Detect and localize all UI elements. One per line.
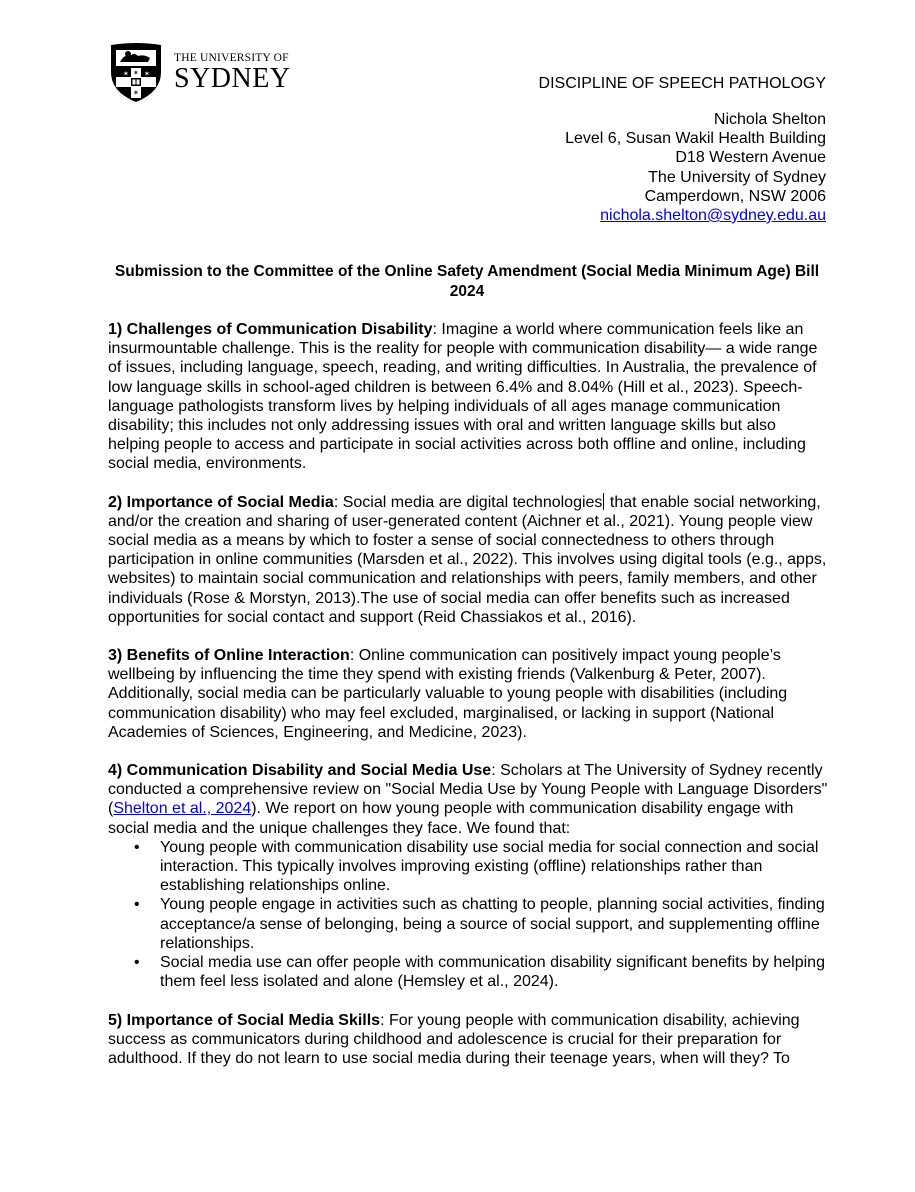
address-line: Level 6, Susan Wakil Health Building bbox=[565, 130, 826, 148]
section-heading: 5) Importance of Social Media Skills bbox=[108, 1011, 381, 1029]
address-line: The University of Sydney bbox=[648, 168, 826, 186]
university-crest-icon bbox=[108, 42, 164, 104]
document-body bbox=[108, 320, 828, 1087]
svg-text:✶: ✶ bbox=[123, 70, 129, 78]
section-3 bbox=[108, 646, 828, 742]
list-item: • Young people with communication disability use social media for social connection and social interaction. This typically involves improving existing (offline) relationships rather than establishing relationships online. bbox=[160, 838, 828, 896]
list-item: • Social media use can offer people with communication disability significant benefits by helping them feel less isolated and alone (Hemsley et al., 2024). bbox=[160, 953, 828, 991]
citation-link[interactable]: Shelton et al., 2024 bbox=[113, 800, 252, 818]
sender-name: Nichola Shelton bbox=[713, 111, 826, 128]
address-line: Camperdown, NSW 2006 bbox=[644, 187, 826, 205]
section-5 bbox=[108, 1011, 828, 1069]
section-body: : For young people with communication disability, achieving success as communicators during childhood and adolescence is crucial for their preparation for adulthood. If they do not learn to use social media during their teenage years, when will they? To bbox=[108, 1011, 800, 1067]
svg-text:✶: ✶ bbox=[133, 69, 139, 77]
section-heading: 4) Communication Disability and Social Media Use bbox=[108, 762, 492, 780]
section-heading: 2) Importance of Social Media bbox=[108, 493, 334, 511]
sender-address bbox=[565, 110, 826, 225]
logo-small-text: THE UNIVERSITY OF bbox=[174, 51, 289, 64]
university-logo bbox=[108, 42, 291, 104]
email-link[interactable]: nichola.shelton@sydney.edu.au bbox=[600, 207, 826, 225]
logo-big-text: SYDNEY bbox=[174, 63, 291, 95]
section-heading: 1) Challenges of Communication Disability bbox=[108, 321, 433, 338]
section-body: : Imagine a world where communication feels like an insurmountable challenge. This is the reality for people with communication disability— a wide range of issues, including language, speech, reading, and writing difficulties. In Australia, the prevalence of low language skills in school-aged children is between 6.4% and 8.04% (Hill et al., 2023). Speech-language pathologists transform lives by helping individuals of all ages manage communication disability; this includes not only addressing issues with oral and written language skills but also helping people to access and participate in social activities across both offline and online, including social media, environments. bbox=[108, 321, 818, 473]
discipline-heading: DISCIPLINE OF SPEECH PATHOLOGY bbox=[538, 75, 826, 92]
address-line: D18 Western Avenue bbox=[675, 149, 826, 167]
section-2 bbox=[108, 493, 828, 627]
section-4 bbox=[108, 761, 828, 991]
svg-text:✶: ✶ bbox=[133, 89, 139, 97]
section-body: that enable social networking, and/or the creation and sharing of user-generated content (Aichner et al., 2021). Young people view social media as a means by which to foster a sense of social connectedness to others through participation in online communities (Marsden et al., 2022). This involves using digital tools (e.g., apps, websites) to maintain social communication and relationships with peers, family members, and other individuals (Rose & Morstyn, 2013).The use of social media can offer benefits such as increased opportunities for social contact and support (Reid Chassiakos et al., 2016). bbox=[108, 493, 827, 626]
findings-list bbox=[108, 838, 828, 992]
section-body: : Online communication can positively impact young people’s wellbeing by influencing the time they spend with existing friends (Valkenburg & Peter, 2007). Additionally, social media can be particularly valuable to young people with disabilities (including communication disability) who may feel excluded, marginalised, or lacking in support (National Academies of Sciences, Engineering, and Medicine, 2023). bbox=[108, 647, 788, 741]
list-item: • Young people engage in activities such as chatting to people, planning social activities, finding acceptance/a sense of belonging, being a source of social support, and supplementing offline relationships. bbox=[160, 895, 828, 953]
section-heading: 3) Benefits of Online Interaction bbox=[108, 647, 350, 665]
section-body: ). We report on how young people with communication disability engage with social media and the unique challenges they face. We found that: bbox=[108, 800, 794, 837]
section-body: : Scholars at The University of Sydney recently conducted a comprehensive review on "Social Media Use by Young People with Language Disorders" ( bbox=[108, 762, 828, 818]
section-body: : Social media are digital technologies bbox=[333, 493, 603, 511]
section-1 bbox=[108, 320, 828, 474]
document-title: Submission to the Committee of the Online Safety Amendment (Social Media Minimum Age) Bill 2024 bbox=[114, 263, 820, 300]
svg-text:✶: ✶ bbox=[144, 70, 150, 78]
